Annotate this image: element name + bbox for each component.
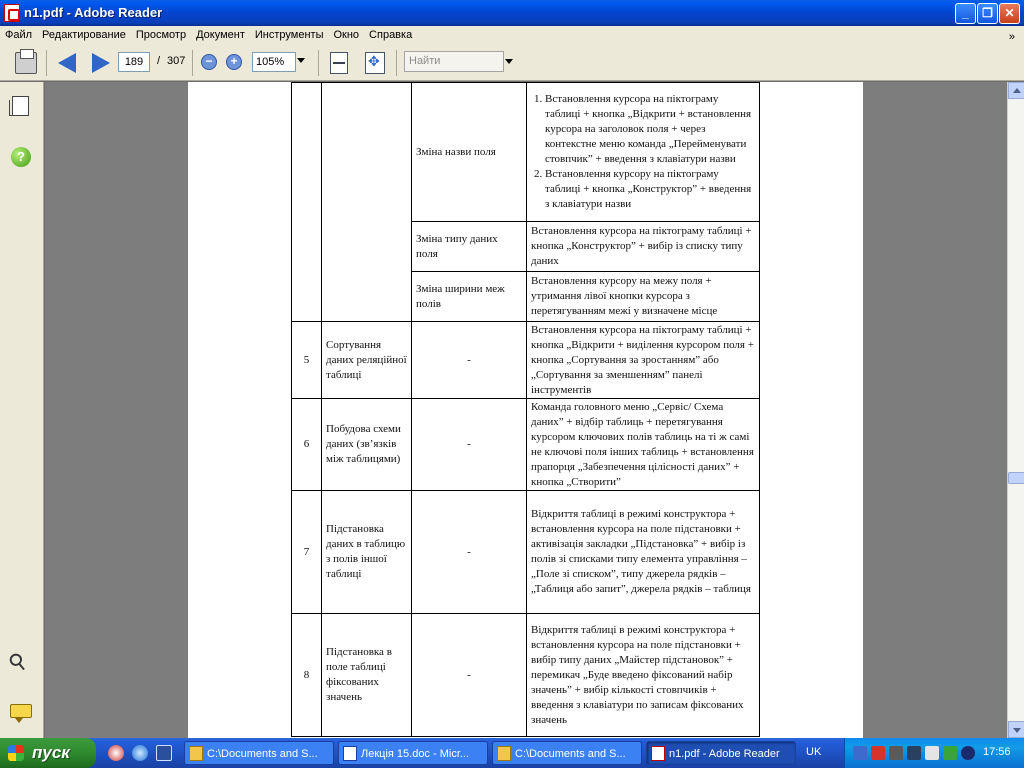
page-number-input[interactable]: 189 <box>118 52 150 72</box>
network-icon[interactable] <box>853 746 867 760</box>
table-cell-description <box>527 83 760 222</box>
taskbar-item-label: n1.pdf - Adobe Reader <box>669 748 780 760</box>
antivirus-icon[interactable] <box>871 746 885 760</box>
table-cell-name: Побудова схеми даних (зв’язків між таблицями) <box>322 399 412 491</box>
clock[interactable]: 17:56 <box>983 746 1011 758</box>
pdf-page <box>188 82 863 738</box>
table-cell-name <box>322 83 412 322</box>
zoom-out-icon[interactable]: − <box>201 54 217 70</box>
internet-explorer-icon[interactable] <box>132 745 148 761</box>
taskbar-item-label: C:\Documents and S... <box>515 748 626 760</box>
toolbar-divider <box>192 50 193 76</box>
taskbar-item-label: Лекція 15.doc - Micr... <box>361 748 470 760</box>
vertical-scrollbar[interactable] <box>1007 82 1024 738</box>
table-cell-description: Команда головного меню „Сервіс/ Схема даних” + відбір таблиць + перетягування курсором ключових полів таблиць на ті ж самі не ключові поля інших таблиць + встановлення прапорця „Забезпечення цілісності даних” + кнопка „Створити” <box>527 399 760 491</box>
fit-page-icon[interactable] <box>330 52 348 74</box>
taskbar-item-word[interactable] <box>338 741 488 765</box>
taskbar-item-explorer-1[interactable] <box>184 741 334 765</box>
folder-icon <box>189 746 203 761</box>
document-table <box>291 82 760 737</box>
taskbar-item-explorer-2[interactable] <box>492 741 642 765</box>
zoom-in-icon[interactable]: + <box>226 54 242 70</box>
fit-width-icon[interactable] <box>365 52 385 74</box>
media-player-icon[interactable] <box>108 745 124 761</box>
list-item: 1. Встановлення курсора на піктограму таблиці + кнопка „Відкрити + встановлення курсора на заголовок поля + через контекстне меню команда „Перейменувати стовпчик” + введення з клавіатури назви <box>545 92 755 167</box>
toolbar-divider <box>46 50 47 76</box>
maximize-button[interactable]: ❐ <box>977 3 998 24</box>
table-cell-description: Відкриття таблиці в режимі конструктора + встановлення курсора на поле підстановки + вибір типу даних „Майстер підстановок” + перемикач „Буде введено фіксований набір значень” + вибір кількості стовпчиків + введення з клавіатури по записам фіксованих значень <box>527 614 760 737</box>
table-cell-number: 7 <box>292 491 322 614</box>
scroll-down-icon[interactable] <box>1008 721 1024 738</box>
monitor-tray-icon[interactable] <box>907 746 921 760</box>
table-row <box>292 614 760 737</box>
menu-document[interactable]: Документ <box>196 29 245 41</box>
table-cell-description: Встановлення курсора на піктограму таблиці + кнопка „Відкрити + виділення курсором поля + кнопка „Сортування за зростанням” або „Сортування за зменшенням” панелі інструментів <box>527 322 760 399</box>
taskbar-item-adobe-reader[interactable] <box>646 741 796 765</box>
list-item: 2. Встановлення курсору на піктограму таблиці + кнопка „Конструктор” + введення з клавіатури назви <box>545 167 755 212</box>
window-title: n1.pdf - Adobe Reader <box>24 5 163 20</box>
table-row <box>292 399 760 491</box>
start-button[interactable] <box>0 738 96 768</box>
utility-tray-icon[interactable] <box>961 746 975 760</box>
table-row <box>292 322 760 399</box>
pages-icon[interactable] <box>12 96 29 116</box>
menu-tools[interactable]: Инструменты <box>254 29 324 41</box>
find-dropdown-icon[interactable] <box>505 59 513 64</box>
table-cell-subtask: - <box>412 614 527 737</box>
scroll-thumb[interactable] <box>1008 472 1024 484</box>
print-icon[interactable] <box>15 52 37 74</box>
menu-file[interactable]: Файл <box>5 29 33 41</box>
table-cell-name: Підстановка даних в таблицю з полів іншої таблиці <box>322 491 412 614</box>
scroll-up-icon[interactable] <box>1008 82 1024 99</box>
table-cell-subtask: - <box>412 491 527 614</box>
table-cell-subtask: Зміна ширини меж полів <box>412 272 527 322</box>
close-button[interactable]: ✕ <box>999 3 1020 24</box>
document-area[interactable] <box>45 82 1007 738</box>
table-cell-name: Сортування даних реляційної таблиці <box>322 322 412 399</box>
table-cell-subtask: Зміна типу даних поля <box>412 222 527 272</box>
numbered-list <box>531 92 755 212</box>
table-row <box>292 491 760 614</box>
next-page-icon[interactable] <box>92 53 110 73</box>
menu-edit[interactable]: Редактирование <box>42 29 126 41</box>
table-cell-number: 6 <box>292 399 322 491</box>
table-cell-description: Відкриття таблиці в режимі конструктора + встановлення курсора на поле підстановки + активізація закладки „Підстановка” + вибір із полів зі списками типу елемента управління – „Поле зі списком”, типу джерела рядків – „Таблиця або запит”, джерела рядків – таблиця <box>527 491 760 614</box>
page-total: 307 <box>167 55 186 67</box>
table-cell-subtask: Зміна назви поля <box>412 83 527 222</box>
menu-help[interactable]: Справка <box>369 29 413 41</box>
folder-icon <box>497 746 511 761</box>
toolbar-divider <box>396 50 397 76</box>
printer-tray-icon[interactable] <box>889 746 903 760</box>
menu-overflow-icon[interactable]: » <box>1008 31 1015 43</box>
show-desktop-icon[interactable] <box>156 745 172 761</box>
page-separator: / <box>157 55 161 67</box>
language-indicator[interactable]: UK <box>806 746 822 758</box>
adobe-reader-icon <box>4 4 20 22</box>
table-cell-description: Встановлення курсору на межу поля + утримання лівої кнопки курсора з перетягуванням межі у визначене місце <box>527 272 760 322</box>
menu-bar <box>0 26 1024 45</box>
table-cell-subtask: - <box>412 399 527 491</box>
table-cell-subtask: - <box>412 322 527 399</box>
table-cell-number: 8 <box>292 614 322 737</box>
windows-logo-icon <box>8 745 24 761</box>
title-bar <box>0 0 1024 26</box>
zoom-dropdown-icon[interactable] <box>297 58 305 63</box>
comments-icon[interactable] <box>10 704 32 718</box>
menu-view[interactable]: Просмотр <box>135 29 187 41</box>
toolbar-divider <box>318 50 319 76</box>
menu-window[interactable]: Окно <box>333 29 360 41</box>
connection-icon[interactable] <box>943 746 957 760</box>
zoom-level-input[interactable]: 105% <box>252 52 296 72</box>
table-cell-name: Підстановка в поле таблиці фіксованих значень <box>322 614 412 737</box>
table-cell-number: 5 <box>292 322 322 399</box>
attachment-icon[interactable]: ⚲ <box>3 647 33 678</box>
navigation-pane <box>0 82 44 738</box>
taskbar <box>0 738 1024 768</box>
minimize-button[interactable]: _ <box>955 3 976 24</box>
volume-icon[interactable] <box>925 746 939 760</box>
table-row <box>292 83 760 222</box>
find-input[interactable]: Найти <box>404 51 504 72</box>
pdf-icon <box>651 746 665 761</box>
start-label: пуск <box>32 743 70 762</box>
word-document-icon <box>343 746 357 761</box>
table-cell-number <box>292 83 322 322</box>
table-cell-description: Встановлення курсора на піктограму таблиці + кнопка „Конструктор” + вибір із списку типу даних <box>527 222 760 272</box>
previous-page-icon[interactable] <box>58 53 76 73</box>
help-icon[interactable]: ? <box>11 147 31 167</box>
taskbar-item-label: C:\Documents and S... <box>207 748 318 760</box>
